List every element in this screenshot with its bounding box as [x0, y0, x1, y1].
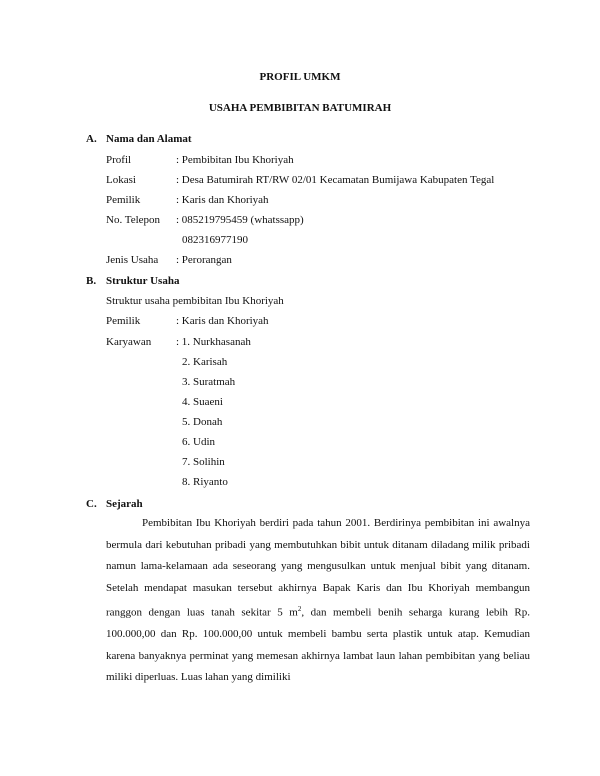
telepon-value: : 085219795459 (whatssapp) — [176, 214, 304, 226]
jenis-usaha-value: : Perorangan — [176, 254, 232, 266]
list-item: 4. Suaeni — [182, 396, 223, 408]
list-item: 5. Donah — [182, 416, 223, 428]
section-a-marker: A. — [86, 133, 97, 145]
list-item: 3. Suratmah — [182, 376, 236, 388]
document-subtitle: USAHA PEMBIBITAN BATUMIRAH — [208, 102, 392, 114]
list-item: 8. Riyanto — [182, 476, 228, 488]
profil-value: : Pembibitan Ibu Khoriyah — [176, 154, 294, 166]
section-a-heading: Nama dan Alamat — [106, 133, 192, 145]
section-b-marker: B. — [86, 275, 97, 287]
pemilik-label: Pemilik — [106, 194, 141, 206]
pemilik-value: : Karis dan Khoriyah — [176, 194, 269, 206]
lokasi-label: Lokasi — [106, 174, 136, 186]
struktur-pemilik-label: Pemilik — [106, 315, 141, 327]
struktur-pemilik-value: : Karis dan Khoriyah — [176, 315, 269, 327]
section-b-heading: Struktur Usaha — [106, 275, 180, 287]
document-title: PROFIL UMKM — [259, 71, 341, 83]
struktur-intro: Struktur usaha pembibitan Ibu Khoriyah — [106, 295, 284, 307]
section-c-marker: C. — [86, 498, 97, 510]
profil-label: Profil — [106, 154, 132, 166]
list-item: 7. Solihin — [182, 456, 225, 468]
karyawan-label: Karyawan — [106, 336, 152, 348]
karyawan-list — [182, 355, 235, 495]
sejarah-text-2: , dan membeli benih seharga kurang lebih Rp. 100.000,00 dan Rp. 100.000,00 untuk membeli bambu serta plastik untuk atap. Kemudian karena banyaknya perminat yang memesan akhirnya lambat laun lahan pembibitan yang beliau miliki diperluas. Luas lahan yang dimiliki — [106, 606, 530, 684]
karyawan-first: : 1. Nurkhasanah — [176, 336, 251, 348]
sejarah-superscript: 2 — [297, 605, 302, 613]
telepon-label: No. Telepon — [106, 214, 161, 226]
sejarah-paragraph — [106, 513, 530, 689]
jenis-usaha-label: Jenis Usaha — [106, 254, 159, 266]
list-item: 2. Karisah — [182, 356, 228, 368]
telepon-value-2: 082316977190 — [182, 234, 248, 246]
list-item: 6. Udin — [182, 436, 215, 448]
section-c-heading: Sejarah — [106, 498, 143, 510]
lokasi-value: : Desa Batumirah RT/RW 02/01 Kecamatan Bumijawa Kabupaten Tegal — [176, 174, 495, 186]
sejarah-text-1: Pembibitan Ibu Khoriyah berdiri pada tahun 2001. Berdirinya pembibitan ini awalnya bermula dari kebutuhan pribadi yang membutuhkan bibit untuk ditanam diladang milik pribadi namun lama-kelamaan ada seseorang yang mengusulkan untuk menjual bibit yang ditanam. Setelah mendapat masukan tersebut akhirnya Bapak Karis dan Ibu Khoriyah membangun ranggon dengan luas tanah sekitar 5 m — [106, 517, 530, 619]
